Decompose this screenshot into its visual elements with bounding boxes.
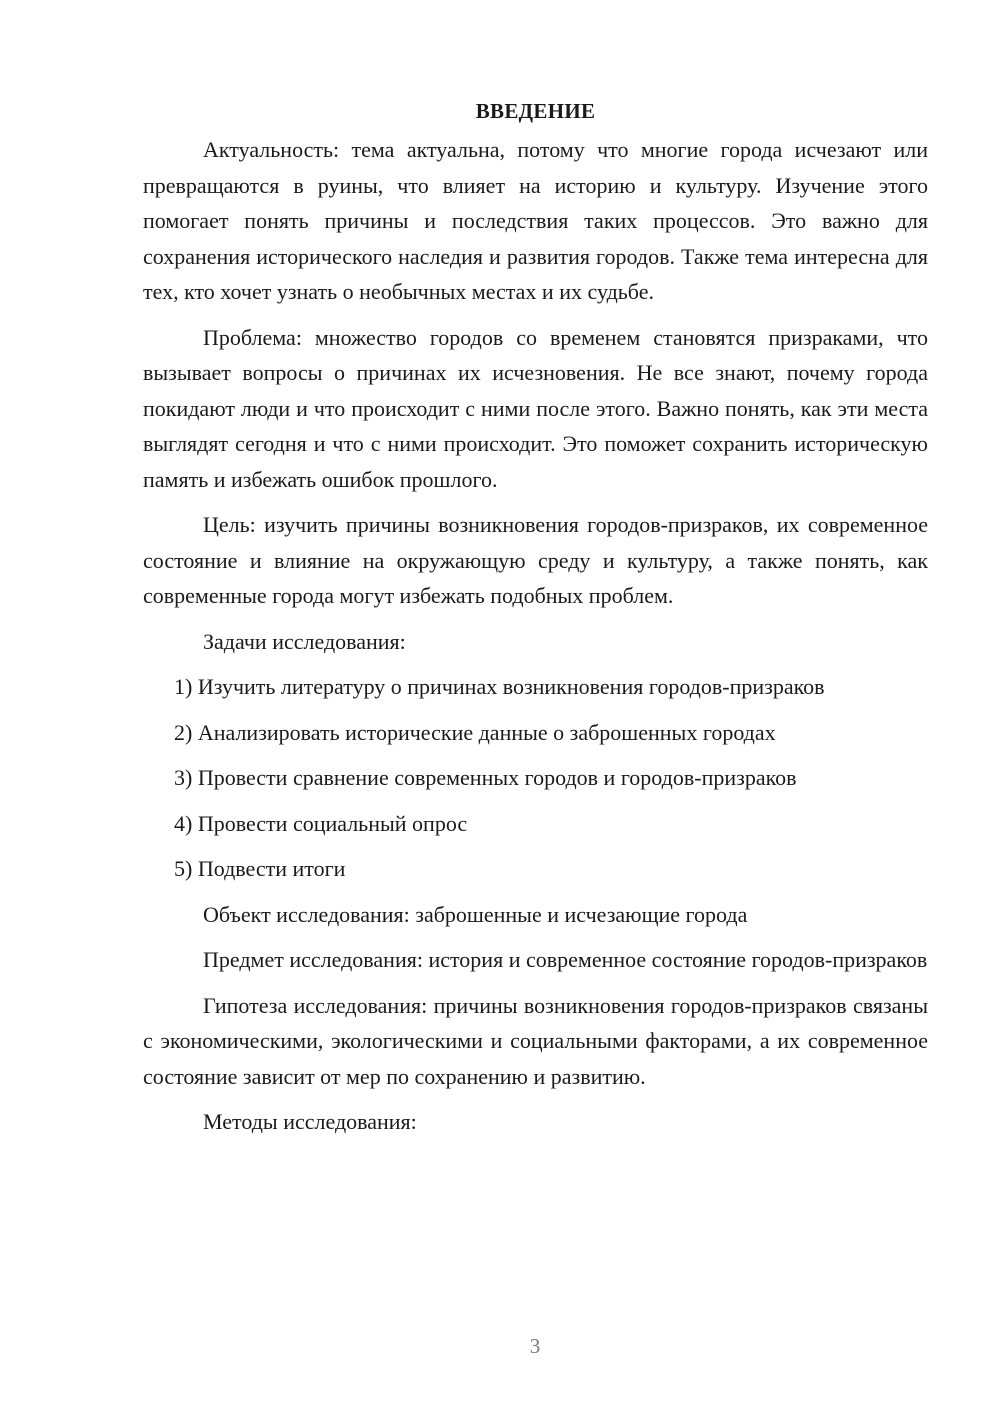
relevance-paragraph: Актуальность: тема актуальна, потому что многие города исчезают или превращаются в руины, что влияет на историю и культуру. Изучение этого помогает понять причины и последствия таких процессов. Это важно для сохранения исторического наследия и развития городов. Также тема интересна для тех, кто хочет узнать о необычных местах и их судьбе.: [143, 137, 928, 304]
tasks-heading: Задачи исследования:: [203, 628, 406, 654]
document-body: [143, 96, 928, 1150]
task-item: 5) Подвести итоги: [174, 856, 346, 881]
subject-paragraph: Предмет исследования: история и современное состояние городов-призраков: [203, 947, 928, 972]
task-item: 2) Анализировать исторические данные о заброшенных городах: [174, 719, 776, 745]
object-paragraph: Объект исследования: заброшенные и исчезающие города: [203, 901, 748, 927]
section-title: ВВЕДЕНИЕ: [475, 99, 596, 123]
page-number: 3: [529, 1334, 541, 1358]
hypothesis-paragraph: Гипотеза исследования: причины возникновения городов-призраков связаны с экономическими, экологическими и социальными факторами, а их современное состояние зависит от мер по сохранению и развитию.: [143, 992, 928, 1089]
task-item: 1) Изучить литературу о причинах возникновения городов-призраков: [174, 674, 825, 699]
goal-paragraph: Цель: изучить причины возникновения городов-призраков, их современное состояние и влияние на окружающую среду и культуру, а также понять, как современные города могут избежать подобных проблем.: [143, 512, 928, 608]
task-item: 3) Провести сравнение современных городов и городов-призраков: [174, 765, 797, 790]
task-item: 4) Провести социальный опрос: [174, 810, 468, 836]
problem-paragraph: Проблема: множество городов со временем становятся призраками, что вызывает вопросы о причинах их исчезновения. Не все знают, почему города покидают люди и что происходит с ними после этого. Важно понять, как эти места выглядят сегодня и что с ними происходит. Это поможет сохранить историческую память и избежать ошибок прошлого.: [143, 324, 928, 492]
methods-heading: Методы исследования:: [203, 1109, 417, 1134]
